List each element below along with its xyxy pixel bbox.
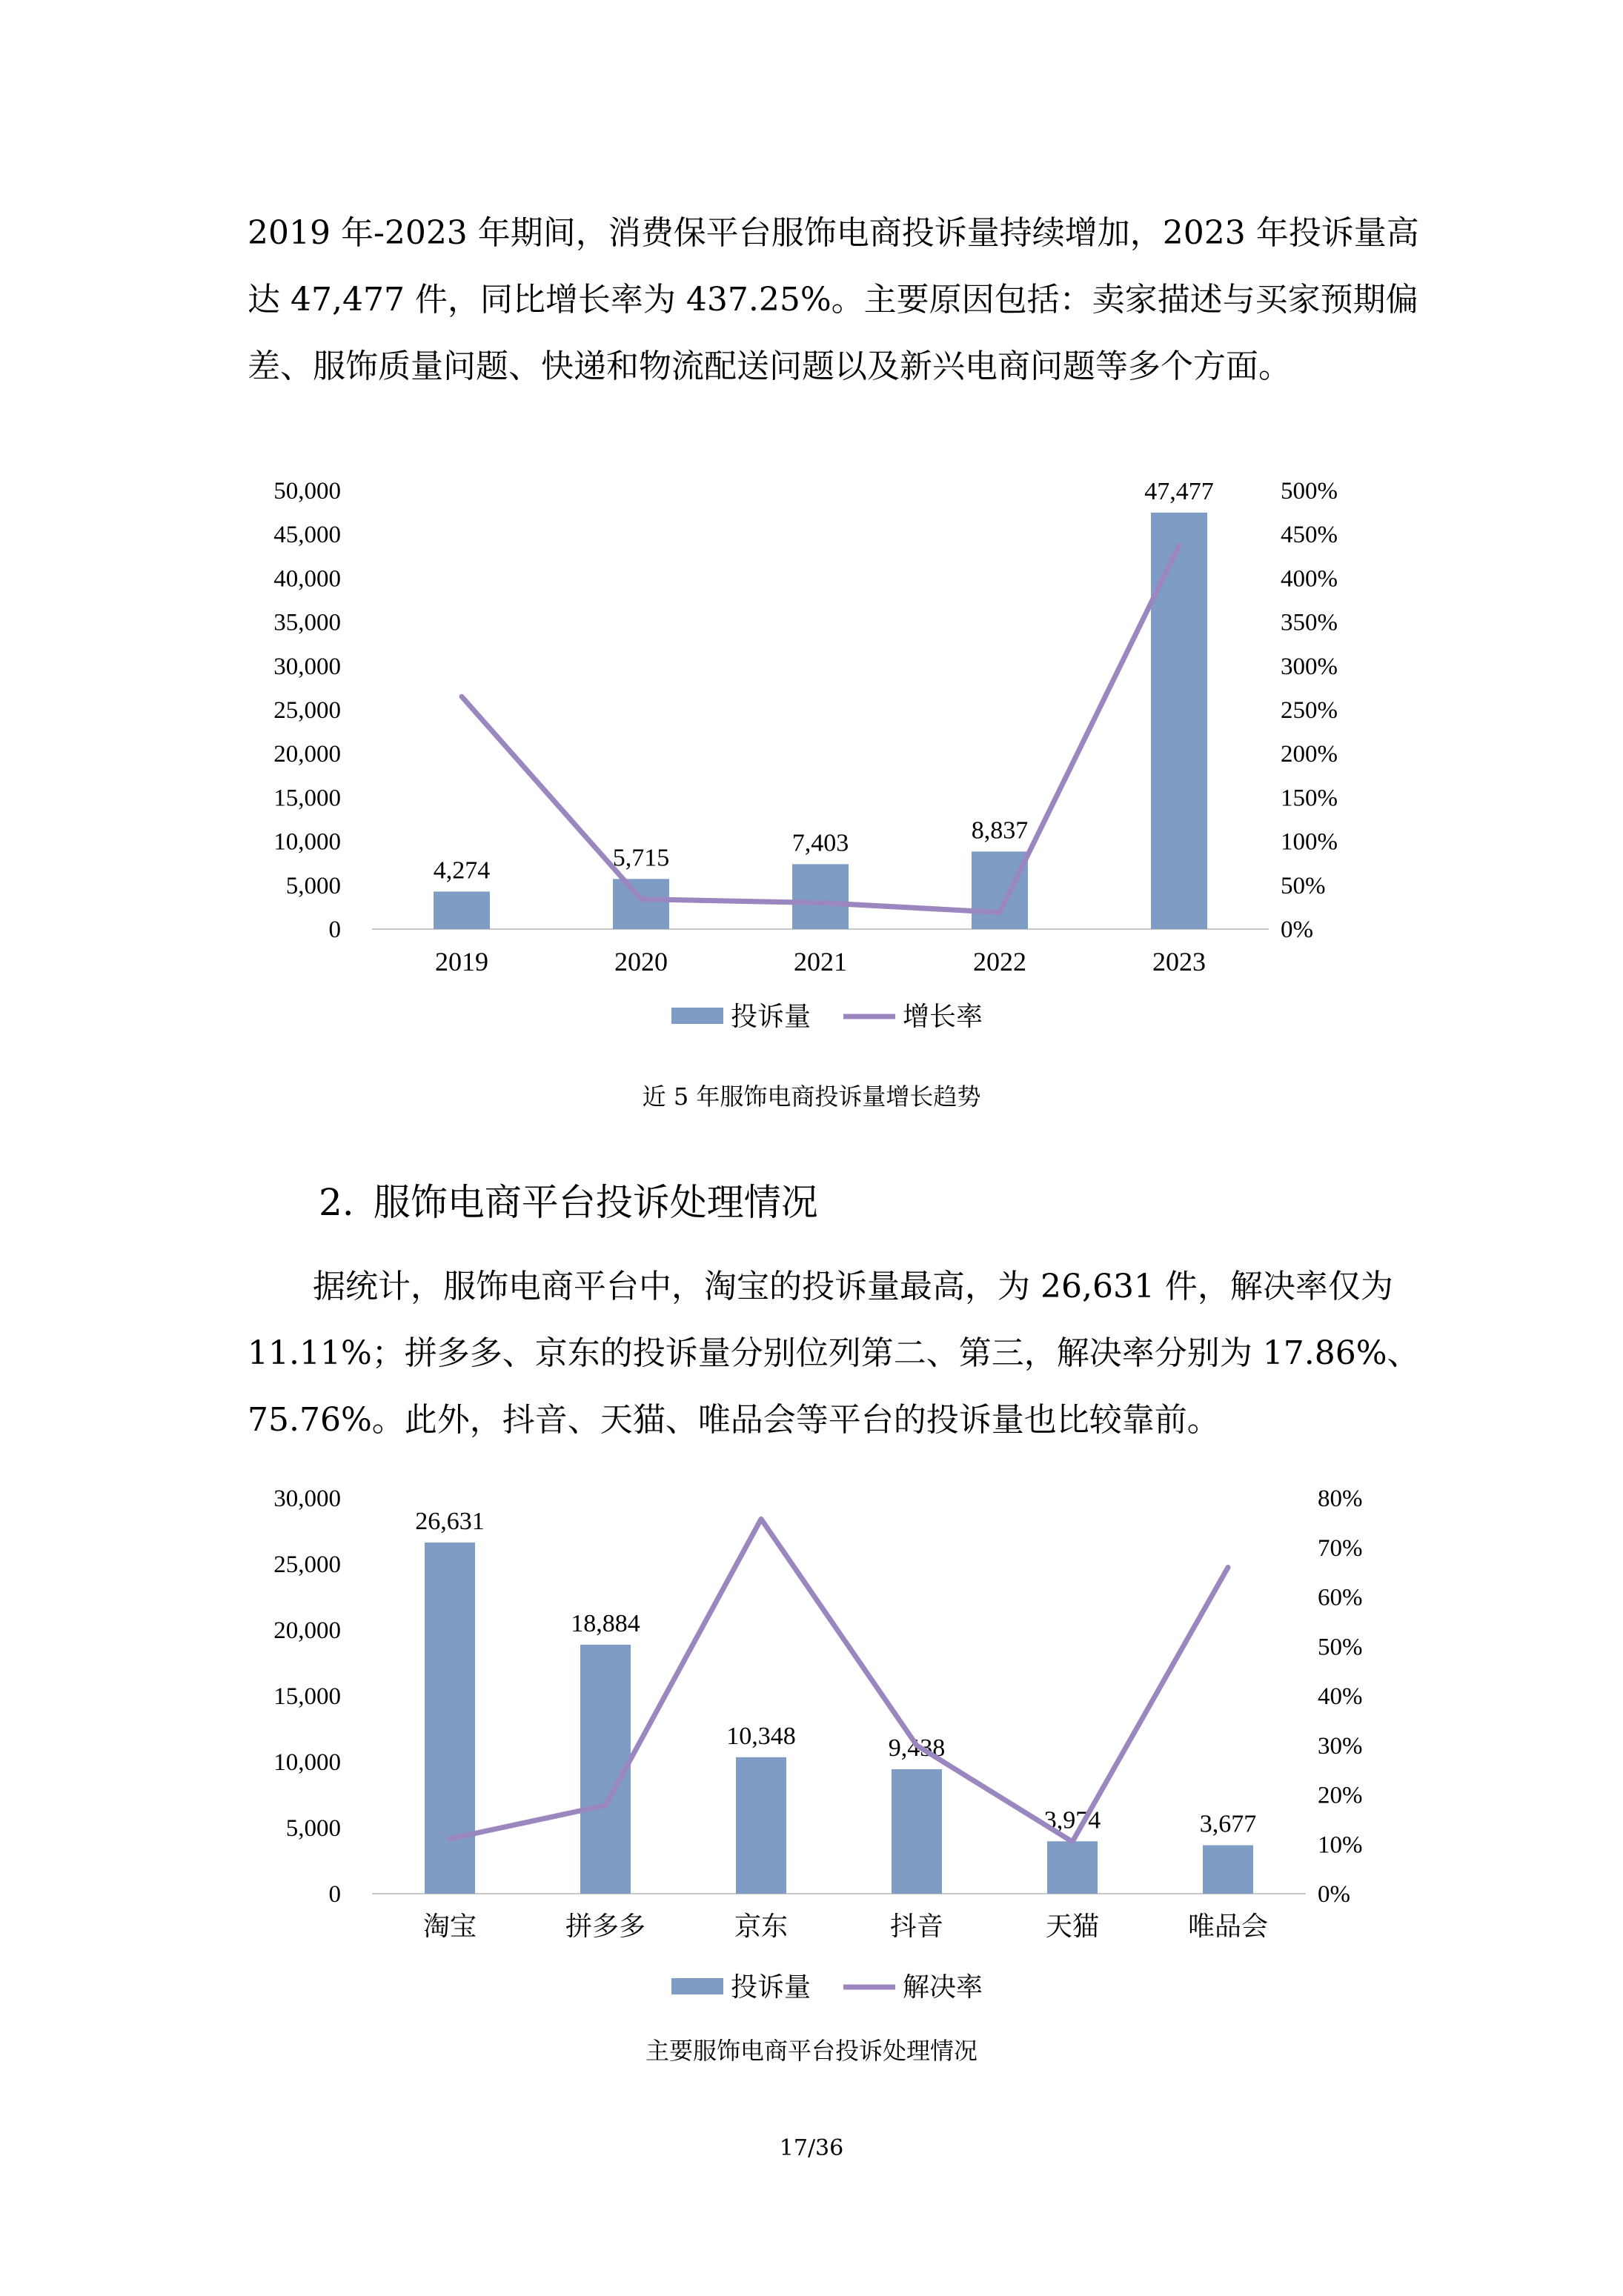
y-tick-label: 15,000 (273, 785, 341, 812)
chart1-caption: 近 5 年服饰电商投诉量增长趋势 (642, 1082, 981, 1111)
bar-data-label: 9,438 (888, 1734, 946, 1763)
bar-data-label: 8,837 (971, 816, 1029, 845)
y-tick-label: 15,000 (273, 1683, 341, 1710)
intro-line: 达 47,477 件，同比增长率为 437.25%。主要原因包括：卖家描述与买家预期偏 (248, 281, 1418, 319)
y-tick-label: 25,000 (273, 1551, 341, 1578)
y2-tick-label: 500% (1281, 478, 1338, 505)
bar (613, 879, 669, 929)
y-tick-label: 45,000 (273, 522, 341, 549)
y2-tick-label: 450% (1281, 522, 1338, 549)
intro-line: 2019 年-2023 年期间，消费保平台服饰电商投诉量持续增加，2023 年投诉量高 (248, 214, 1419, 252)
x-category-label: 2020 (614, 947, 668, 976)
y-tick-label: 25,000 (273, 697, 341, 724)
y2-tick-label: 60% (1318, 1584, 1363, 1611)
y2-tick-label: 50% (1281, 872, 1326, 899)
bar (1151, 513, 1207, 929)
y2-tick-label: 10% (1318, 1831, 1363, 1859)
x-category-label: 抖音 (889, 1911, 944, 1941)
y-tick-label: 0 (328, 1881, 341, 1908)
section-number: 2. (319, 1181, 354, 1224)
y2-tick-label: 50% (1318, 1634, 1363, 1661)
x-category-label: 淘宝 (422, 1911, 477, 1941)
y2-tick-label: 200% (1281, 741, 1338, 768)
intro-line: 差、服饰质量问题、快递和物流配送问题以及新兴电商问题等多个方面。 (248, 347, 1291, 385)
legend-line-label: 解决率 (903, 1972, 983, 2000)
y2-tick-label: 250% (1281, 697, 1338, 724)
complaint-trend-chart (0, 445, 1623, 1037)
x-category-label: 天猫 (1045, 1911, 1100, 1941)
bar (1047, 1841, 1098, 1894)
y2-tick-label: 40% (1318, 1683, 1363, 1710)
bar (892, 1769, 942, 1894)
y2-tick-label: 30% (1318, 1732, 1363, 1760)
y-tick-label: 0 (328, 916, 341, 943)
x-category-label: 2023 (1152, 947, 1206, 976)
y-tick-label: 5,000 (285, 872, 341, 899)
bar-data-label: 5,715 (612, 844, 670, 872)
y-tick-label: 10,000 (273, 1749, 341, 1776)
legend-bar-swatch (671, 1978, 723, 1994)
section-line: 据统计，服饰电商平台中，淘宝的投诉量最高，为 26,631 件，解决率仅为 (313, 1268, 1393, 1305)
page-number: 17/36 (779, 2135, 844, 2161)
y2-tick-label: 20% (1318, 1782, 1363, 1809)
bar-data-label: 26,631 (415, 1507, 485, 1535)
x-category-label: 2022 (973, 947, 1026, 976)
x-category-label: 2019 (435, 947, 488, 976)
bar-data-label: 3,677 (1199, 1810, 1257, 1838)
x-category-label: 唯品会 (1187, 1911, 1269, 1941)
y2-tick-label: 0% (1281, 916, 1313, 943)
legend-bar-swatch (671, 1008, 723, 1024)
y-tick-label: 50,000 (273, 478, 341, 505)
y2-tick-label: 350% (1281, 609, 1338, 636)
y-tick-label: 5,000 (285, 1815, 341, 1842)
legend-line-label: 增长率 (903, 1002, 983, 1031)
bar (972, 851, 1028, 929)
bar-data-label: 10,348 (726, 1722, 796, 1750)
chart2-caption: 主要服饰电商平台投诉处理情况 (645, 2037, 978, 2065)
x-category-label: 京东 (734, 1911, 789, 1941)
bar (434, 891, 490, 929)
bar (1203, 1846, 1253, 1894)
section-paragraph (248, 1254, 1420, 1454)
y-tick-label: 20,000 (273, 741, 341, 768)
y-tick-label: 35,000 (273, 609, 341, 636)
platform-complaint-chart (0, 1452, 1623, 2000)
y2-tick-label: 0% (1318, 1881, 1350, 1908)
y2-tick-label: 300% (1281, 653, 1338, 680)
legend-bar-label: 投诉量 (731, 1002, 812, 1031)
section-heading (319, 1177, 818, 1228)
line-series (462, 545, 1179, 912)
y-tick-label: 10,000 (273, 828, 341, 856)
x-category-label: 2021 (794, 947, 847, 976)
section-line: 75.76%。此外，抖音、天猫、唯品会等平台的投诉量也比较靠前。 (248, 1401, 1220, 1439)
y-tick-label: 30,000 (273, 1485, 341, 1512)
bar-data-label: 4,274 (433, 856, 491, 885)
section-line: 11.11%；拼多多、京东的投诉量分别位列第二、第三，解决率分别为 17.86%、 (248, 1334, 1420, 1372)
bar-data-label: 18,884 (571, 1609, 640, 1637)
bar-data-label: 3,974 (1043, 1806, 1101, 1834)
bar-data-label: 47,477 (1144, 477, 1214, 505)
y2-tick-label: 100% (1281, 828, 1338, 856)
y-tick-label: 40,000 (273, 565, 341, 593)
section-title: 服饰电商平台投诉处理情况 (373, 1181, 818, 1224)
y2-tick-label: 80% (1318, 1485, 1363, 1512)
y2-tick-label: 70% (1318, 1534, 1363, 1562)
bar-data-label: 7,403 (791, 829, 849, 857)
intro-paragraph (248, 200, 1419, 400)
x-category-label: 拼多多 (565, 1911, 646, 1941)
y-tick-label: 30,000 (273, 653, 341, 680)
bar (736, 1757, 786, 1894)
bar (792, 864, 849, 929)
line-series (450, 1519, 1228, 1842)
y2-tick-label: 400% (1281, 565, 1338, 593)
y-tick-label: 20,000 (273, 1617, 341, 1644)
legend-bar-label: 投诉量 (731, 1972, 812, 2000)
y2-tick-label: 150% (1281, 785, 1338, 812)
